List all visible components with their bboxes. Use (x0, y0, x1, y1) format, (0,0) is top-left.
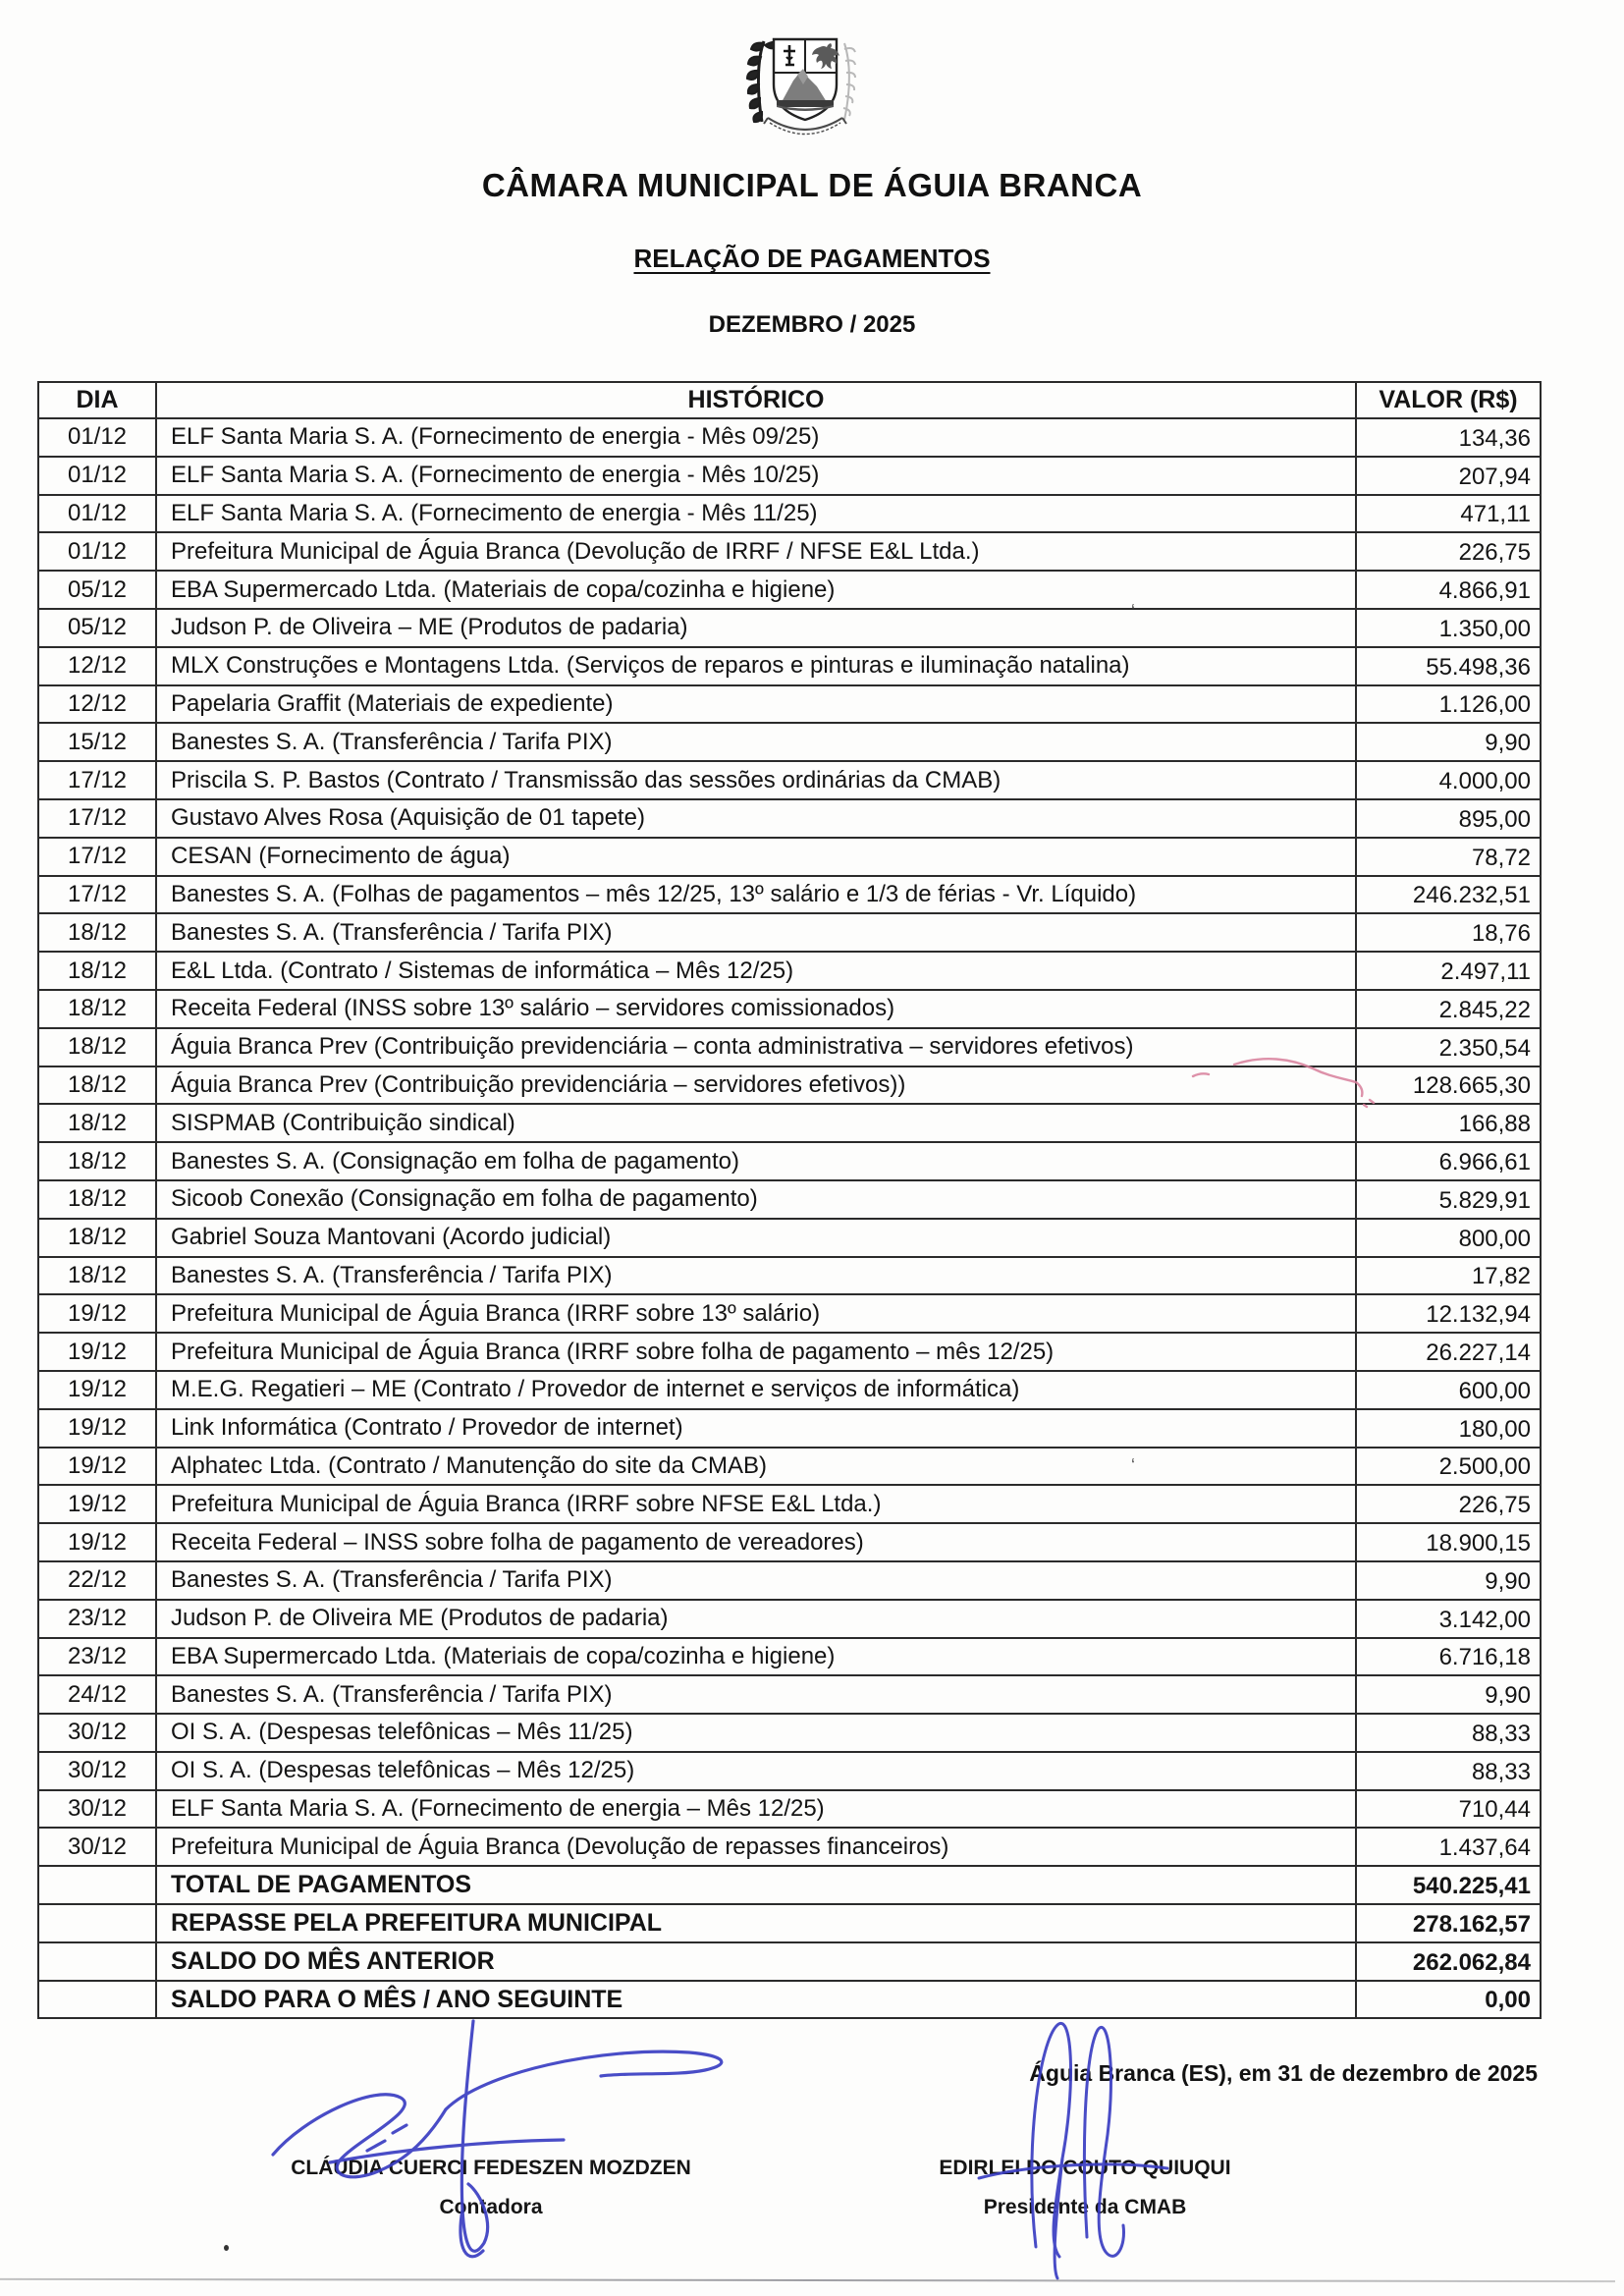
payment-history: Banestes S. A. (Transferência / Tarifa PIX) (156, 1561, 1356, 1600)
payment-day: 18/12 (38, 1180, 156, 1219)
payment-day: 17/12 (38, 799, 156, 838)
payment-day: 19/12 (38, 1294, 156, 1333)
payment-value: 1.350,00 (1356, 609, 1541, 647)
payment-value: 710,44 (1356, 1790, 1541, 1829)
payment-row (38, 838, 1541, 876)
payments-table-summary (38, 1866, 1541, 2018)
payment-row (38, 1371, 1541, 1409)
payment-day: 01/12 (38, 532, 156, 571)
payment-history: OI S. A. (Despesas telefônicas – Mês 12/25) (156, 1752, 1356, 1790)
payment-row (38, 532, 1541, 571)
payment-day: 19/12 (38, 1485, 156, 1523)
payment-row (38, 1790, 1541, 1829)
summary-row (38, 1866, 1541, 1904)
payment-row (38, 1333, 1541, 1371)
signer-name: EDIRLEI DO COUTO QUIUQUI (939, 2157, 1231, 2179)
municipal-coat-of-arms-logo (734, 27, 872, 145)
payment-history: Gabriel Souza Mantovani (Acordo judicial) (156, 1219, 1356, 1257)
payment-row (38, 457, 1541, 495)
payment-value: 600,00 (1356, 1371, 1541, 1409)
payment-history: E&L Ltda. (Contrato / Sistemas de informática – Mês 12/25) (156, 952, 1356, 990)
payment-value: 800,00 (1356, 1219, 1541, 1257)
payment-row (38, 647, 1541, 685)
payment-value: 134,36 (1356, 418, 1541, 457)
payment-row (38, 1409, 1541, 1448)
col-header-history: HISTÓRICO (156, 382, 1356, 418)
payment-history: Banestes S. A. (Consignação em folha de pagamento) (156, 1142, 1356, 1180)
signature-block-contadora (245, 2157, 736, 2219)
payment-value: 226,75 (1356, 532, 1541, 571)
payment-day: 12/12 (38, 685, 156, 724)
payment-history: Alphatec Ltda. (Contrato / Manutenção do site da CMAB) (156, 1448, 1356, 1486)
payment-day: 19/12 (38, 1333, 156, 1371)
col-header-day: DIA (38, 382, 156, 418)
payment-history: Sicoob Conexão (Consignação em folha de pagamento) (156, 1180, 1356, 1219)
payment-history: Banestes S. A. (Transferência / Tarifa PIX) (156, 1675, 1356, 1714)
payment-value: 3.142,00 (1356, 1600, 1541, 1638)
payment-value: 2.500,00 (1356, 1448, 1541, 1486)
payment-value: 78,72 (1356, 838, 1541, 876)
payment-history: SISPMAB (Contribuição sindical) (156, 1104, 1356, 1142)
payment-day: 23/12 (38, 1600, 156, 1638)
summary-label: REPASSE PELA PREFEITURA MUNICIPAL (156, 1904, 1356, 1942)
scan-dot (224, 2245, 229, 2251)
summary-value: 278.162,57 (1356, 1904, 1541, 1942)
payment-day: 19/12 (38, 1448, 156, 1486)
payment-value: 895,00 (1356, 799, 1541, 838)
scan-speck: ‘ (1131, 1455, 1135, 1475)
payment-day: 19/12 (38, 1409, 156, 1448)
payments-table-body (38, 418, 1541, 1866)
payment-row (38, 1294, 1541, 1333)
payment-day: 17/12 (38, 876, 156, 914)
payment-day: 01/12 (38, 418, 156, 457)
payment-day: 19/12 (38, 1523, 156, 1561)
payment-value: 6.716,18 (1356, 1638, 1541, 1676)
payment-day: 18/12 (38, 1142, 156, 1180)
org-name: CÂMARA MUNICIPAL DE ÁGUIA BRANCA (481, 167, 1143, 203)
payment-history: ELF Santa Maria S. A. (Fornecimento de energia - Mês 11/25) (156, 495, 1356, 533)
payment-history: EBA Supermercado Ltda. (Materiais de copa/cozinha e higiene) (156, 1638, 1356, 1676)
payment-history: Banestes S. A. (Transferência / Tarifa PIX) (156, 1257, 1356, 1295)
summary-row (38, 1981, 1541, 2019)
payment-day: 15/12 (38, 723, 156, 761)
payment-history: CESAN (Fornecimento de água) (156, 838, 1356, 876)
scan-speck: ‘ (1131, 601, 1135, 621)
payment-value: 12.132,94 (1356, 1294, 1541, 1333)
payment-day: 18/12 (38, 1219, 156, 1257)
laurel-branch-right (843, 43, 855, 120)
signer-role: Presidente da CMAB (983, 2196, 1187, 2218)
payment-value: 246.232,51 (1356, 876, 1541, 914)
payment-row (38, 913, 1541, 952)
payment-row (38, 1561, 1541, 1600)
payment-value: 1.126,00 (1356, 685, 1541, 724)
payment-history: Judson P. de Oliveira ME (Produtos de padaria) (156, 1600, 1356, 1638)
payment-value: 1.437,64 (1356, 1828, 1541, 1866)
payment-value: 2.845,22 (1356, 990, 1541, 1028)
payment-day: 12/12 (38, 647, 156, 685)
doc-title (0, 244, 1624, 274)
payment-value: 55.498,36 (1356, 647, 1541, 685)
payment-day: 18/12 (38, 1028, 156, 1066)
shield (774, 39, 839, 120)
payment-row (38, 1638, 1541, 1676)
summary-value: 262.062,84 (1356, 1942, 1541, 1981)
payment-day: 30/12 (38, 1752, 156, 1790)
payment-value: 471,11 (1356, 495, 1541, 533)
payment-history: Prefeitura Municipal de Águia Branca (Devolução de repasses financeiros) (156, 1828, 1356, 1866)
payment-row (38, 685, 1541, 724)
payment-history: OI S. A. (Despesas telefônicas – Mês 11/25) (156, 1714, 1356, 1752)
payment-row (38, 1180, 1541, 1219)
payment-history: M.E.G. Regatieri – ME (Contrato / Provedor de internet e serviços de informática) (156, 1371, 1356, 1409)
payment-history: ELF Santa Maria S. A. (Fornecimento de energia – Mês 12/25) (156, 1790, 1356, 1829)
payment-day: 18/12 (38, 952, 156, 990)
payment-row (38, 609, 1541, 647)
payment-history: EBA Supermercado Ltda. (Materiais de copa/cozinha e higiene) (156, 571, 1356, 609)
payment-value: 4.866,91 (1356, 571, 1541, 609)
payment-value: 6.966,61 (1356, 1142, 1541, 1180)
payment-day: 18/12 (38, 913, 156, 952)
col-header-value: VALOR (R$) (1356, 382, 1541, 418)
payment-history: Priscila S. P. Bastos (Contrato / Transmissão das sessões ordinárias da CMAB) (156, 761, 1356, 799)
payment-history: Prefeitura Municipal de Águia Branca (IRRF sobre folha de pagamento – mês 12/25) (156, 1333, 1356, 1371)
summary-day-empty (38, 1981, 156, 2019)
payment-row (38, 571, 1541, 609)
payment-row (38, 1523, 1541, 1561)
payment-row (38, 1600, 1541, 1638)
payment-value: 17,82 (1356, 1257, 1541, 1295)
payment-history: Águia Branca Prev (Contribuição previdenciária – servidores efetivos)) (156, 1066, 1356, 1105)
payment-value: 180,00 (1356, 1409, 1541, 1448)
summary-day-empty (38, 1942, 156, 1981)
payment-day: 30/12 (38, 1790, 156, 1829)
payment-row (38, 1104, 1541, 1142)
payment-day: 05/12 (38, 571, 156, 609)
payments-table-header (38, 382, 1541, 418)
payment-day: 05/12 (38, 609, 156, 647)
handwritten-signature-contadora (236, 2015, 746, 2270)
payment-row (38, 495, 1541, 533)
payment-value: 128.665,30 (1356, 1066, 1541, 1105)
summary-label: TOTAL DE PAGAMENTOS (156, 1866, 1356, 1904)
summary-value: 540.225,41 (1356, 1866, 1541, 1904)
payment-history: ELF Santa Maria S. A. (Fornecimento de energia - Mês 09/25) (156, 418, 1356, 457)
payment-day: 17/12 (38, 838, 156, 876)
payment-history: Prefeitura Municipal de Águia Branca (Devolução de IRRF / NFSE E&L Ltda.) (156, 532, 1356, 571)
payment-row (38, 1485, 1541, 1523)
payment-row (38, 1257, 1541, 1295)
payment-row (38, 799, 1541, 838)
payment-day: 18/12 (38, 1104, 156, 1142)
payment-history: Águia Branca Prev (Contribuição previdenciária – conta administrativa – servidores efetivos) (156, 1028, 1356, 1066)
payment-day: 01/12 (38, 457, 156, 495)
payment-value: 5.829,91 (1356, 1180, 1541, 1219)
payment-history: ELF Santa Maria S. A. (Fornecimento de energia - Mês 10/25) (156, 457, 1356, 495)
payment-value: 9,90 (1356, 1561, 1541, 1600)
payment-history: Gustavo Alves Rosa (Aquisição de 01 tapete) (156, 799, 1356, 838)
doc-period: DEZEMBRO / 2025 (708, 311, 916, 338)
payment-value: 9,90 (1356, 723, 1541, 761)
payment-row (38, 1028, 1541, 1066)
summary-value: 0,00 (1356, 1981, 1541, 2019)
payment-history: Banestes S. A. (Folhas de pagamentos – mês 12/25, 13º salário e 1/3 de férias - Vr. Líquido) (156, 876, 1356, 914)
summary-row (38, 1942, 1541, 1981)
summary-row (38, 1904, 1541, 1942)
payment-history: Papelaria Graffit (Materiais de expediente) (156, 685, 1356, 724)
payment-history: Banestes S. A. (Transferência / Tarifa PIX) (156, 723, 1356, 761)
payment-row (38, 1219, 1541, 1257)
payment-day: 18/12 (38, 1066, 156, 1105)
payment-row (38, 723, 1541, 761)
payment-history: Receita Federal (INSS sobre 13º salário – servidores comissionados) (156, 990, 1356, 1028)
payment-history: MLX Construções e Montagens Ltda. (Serviços de reparos e pinturas e iluminação natalina) (156, 647, 1356, 685)
payment-history: Prefeitura Municipal de Águia Branca (IRRF sobre NFSE E&L Ltda.) (156, 1485, 1356, 1523)
payment-value: 4.000,00 (1356, 761, 1541, 799)
payment-row (38, 1448, 1541, 1486)
payment-row (38, 952, 1541, 990)
payment-value: 9,90 (1356, 1675, 1541, 1714)
payment-history: Judson P. de Oliveira – ME (Produtos de padaria) (156, 609, 1356, 647)
payment-history: Banestes S. A. (Transferência / Tarifa PIX) (156, 913, 1356, 952)
signer-name: CLÁUDIA CUERCI FEDESZEN MOZDZEN (291, 2157, 691, 2179)
payment-value: 88,33 (1356, 1714, 1541, 1752)
payment-row (38, 1828, 1541, 1866)
payment-row (38, 1714, 1541, 1752)
payment-day: 19/12 (38, 1371, 156, 1409)
summary-label: SALDO DO MÊS ANTERIOR (156, 1942, 1356, 1981)
payment-history: Link Informática (Contrato / Provedor de internet) (156, 1409, 1356, 1448)
payment-value: 2.350,54 (1356, 1028, 1541, 1066)
payment-value: 18,76 (1356, 913, 1541, 952)
payment-day: 18/12 (38, 990, 156, 1028)
payment-row (38, 1066, 1541, 1105)
payment-value: 207,94 (1356, 457, 1541, 495)
signer-role: Contadora (439, 2196, 543, 2218)
payment-row (38, 990, 1541, 1028)
payment-day: 17/12 (38, 761, 156, 799)
summary-day-empty (38, 1904, 156, 1942)
payment-day: 18/12 (38, 1257, 156, 1295)
payment-day: 30/12 (38, 1828, 156, 1866)
payment-row (38, 1675, 1541, 1714)
payment-value: 2.497,11 (1356, 952, 1541, 990)
payment-day: 30/12 (38, 1714, 156, 1752)
payment-row (38, 418, 1541, 457)
payment-row (38, 761, 1541, 799)
doc-title-text: RELAÇÃO DE PAGAMENTOS (633, 244, 991, 273)
summary-day-empty (38, 1866, 156, 1904)
payment-value: 226,75 (1356, 1485, 1541, 1523)
payment-day: 23/12 (38, 1638, 156, 1676)
payment-value: 88,33 (1356, 1752, 1541, 1790)
summary-label: SALDO PARA O MÊS / ANO SEGUINTE (156, 1981, 1356, 2019)
payments-table (37, 381, 1542, 2019)
payment-row (38, 1752, 1541, 1790)
payment-history: Prefeitura Municipal de Águia Branca (IRRF sobre 13º salário) (156, 1294, 1356, 1333)
payment-day: 24/12 (38, 1675, 156, 1714)
payment-day: 01/12 (38, 495, 156, 533)
payment-row (38, 1142, 1541, 1180)
payment-day: 22/12 (38, 1561, 156, 1600)
signature-block-presidente (854, 2157, 1316, 2219)
payment-value: 18.900,15 (1356, 1523, 1541, 1561)
payment-row (38, 876, 1541, 914)
date-line: Águia Branca (ES), em 31 de dezembro de 2025 (1029, 2060, 1538, 2086)
handwritten-signature-presidente (967, 1999, 1222, 2284)
payment-value: 26.227,14 (1356, 1333, 1541, 1371)
payment-history: Receita Federal – INSS sobre folha de pagamento de vereadores) (156, 1523, 1356, 1561)
scan-edge-line (0, 2278, 1615, 2282)
payment-value: 166,88 (1356, 1104, 1541, 1142)
